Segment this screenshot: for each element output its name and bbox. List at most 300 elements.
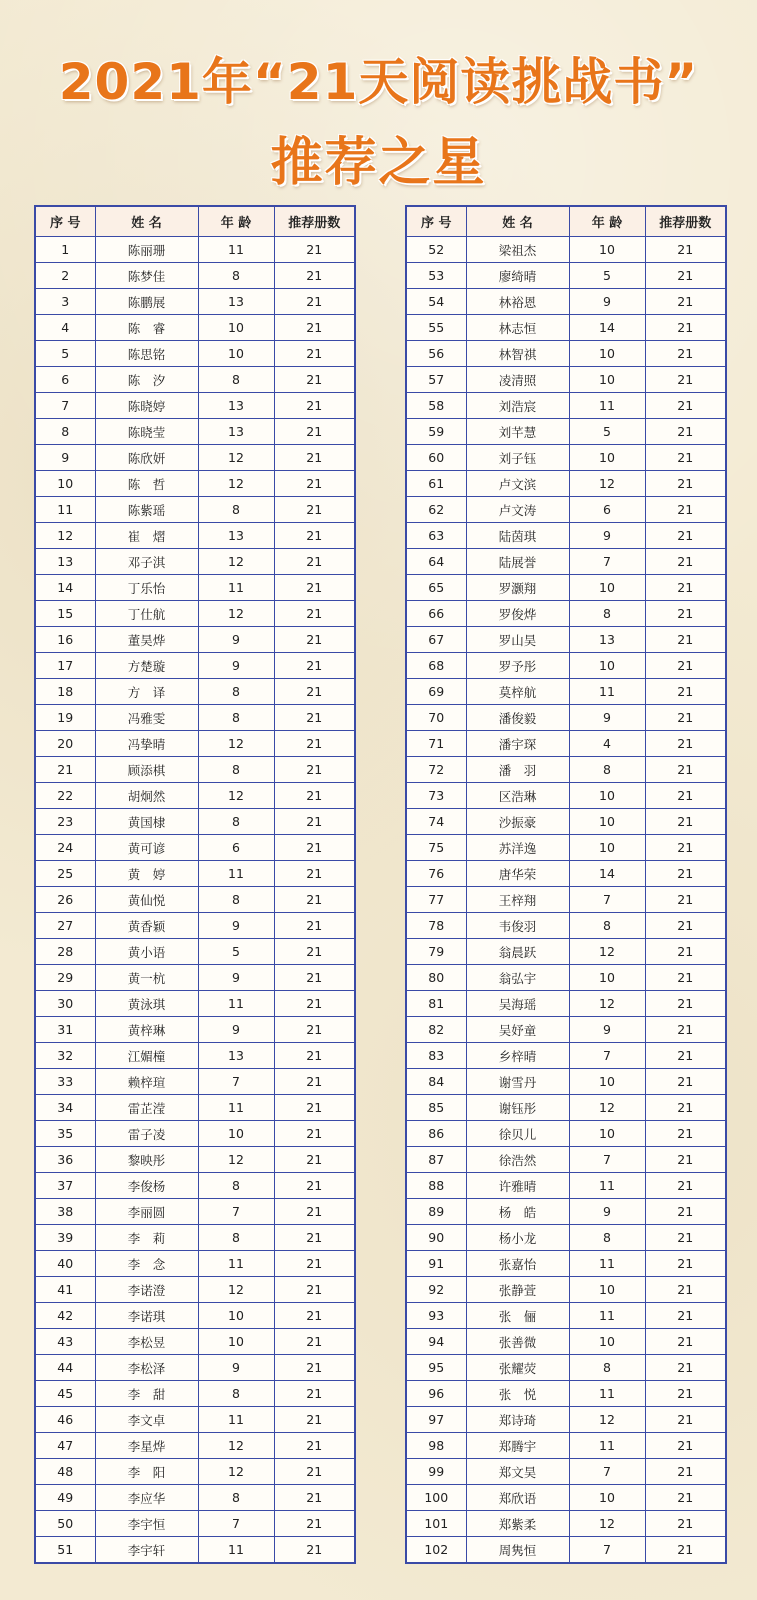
cell-age: 10 (569, 783, 645, 809)
cell-index: 102 (406, 1537, 466, 1564)
table-row (35, 315, 355, 341)
cell-age: 4 (569, 731, 645, 757)
table-row (406, 991, 726, 1017)
cell-name: 林智祺 (466, 341, 569, 367)
cell-age: 7 (569, 1537, 645, 1564)
cell-name: 丁乐怡 (95, 575, 198, 601)
cell-age: 8 (198, 497, 274, 523)
cell-index: 29 (35, 965, 95, 991)
table-row (35, 263, 355, 289)
cell-books: 21 (645, 575, 726, 601)
cell-index: 18 (35, 679, 95, 705)
table-row (406, 1121, 726, 1147)
cell-name: 李松泽 (95, 1355, 198, 1381)
cell-books: 21 (645, 1121, 726, 1147)
cell-index: 76 (406, 861, 466, 887)
table-row (35, 783, 355, 809)
cell-index: 7 (35, 393, 95, 419)
table-row (35, 445, 355, 471)
cell-name: 谢钰彤 (466, 1095, 569, 1121)
cell-books: 21 (645, 809, 726, 835)
cell-books: 21 (274, 1407, 355, 1433)
cell-books: 21 (274, 237, 355, 263)
cell-age: 9 (198, 965, 274, 991)
cell-age: 11 (569, 1381, 645, 1407)
cell-index: 47 (35, 1433, 95, 1459)
cell-name: 黎映彤 (95, 1147, 198, 1173)
cell-age: 12 (198, 471, 274, 497)
cell-name: 张 俪 (466, 1303, 569, 1329)
cell-name: 罗山昊 (466, 627, 569, 653)
cell-index: 50 (35, 1511, 95, 1537)
cell-name: 翁弘宇 (466, 965, 569, 991)
cell-age: 10 (569, 965, 645, 991)
cell-books: 21 (645, 965, 726, 991)
table-row (35, 497, 355, 523)
cell-books: 21 (274, 1199, 355, 1225)
cell-name: 黄泳琪 (95, 991, 198, 1017)
cell-index: 41 (35, 1277, 95, 1303)
cell-age: 9 (198, 1017, 274, 1043)
cell-name: 刘子钰 (466, 445, 569, 471)
cell-name: 李诺琪 (95, 1303, 198, 1329)
cell-books: 21 (645, 835, 726, 861)
table-row (406, 393, 726, 419)
cell-age: 10 (569, 1329, 645, 1355)
cell-name: 吴海瑶 (466, 991, 569, 1017)
table-row (406, 419, 726, 445)
cell-name: 杨小龙 (466, 1225, 569, 1251)
table-row (406, 1173, 726, 1199)
table-row (406, 1043, 726, 1069)
table-header-row (406, 206, 726, 237)
cell-name: 黄梓琳 (95, 1017, 198, 1043)
cell-books: 21 (274, 627, 355, 653)
cell-books: 21 (645, 1329, 726, 1355)
cell-books: 21 (645, 471, 726, 497)
cell-name: 郑诗琦 (466, 1407, 569, 1433)
cell-books: 21 (274, 393, 355, 419)
table-row (35, 289, 355, 315)
cell-age: 12 (198, 601, 274, 627)
cell-books: 21 (274, 913, 355, 939)
cell-name: 苏洋逸 (466, 835, 569, 861)
cell-name: 方 译 (95, 679, 198, 705)
cell-books: 21 (274, 497, 355, 523)
cell-name: 陈 睿 (95, 315, 198, 341)
cell-name: 陆茵琪 (466, 523, 569, 549)
cell-index: 17 (35, 653, 95, 679)
roster-table-right (405, 205, 727, 1564)
cell-age: 8 (198, 809, 274, 835)
cell-name: 李宇恒 (95, 1511, 198, 1537)
cell-books: 21 (274, 1381, 355, 1407)
cell-age: 12 (569, 939, 645, 965)
cell-index: 59 (406, 419, 466, 445)
cell-age: 8 (569, 1225, 645, 1251)
cell-age: 10 (569, 1069, 645, 1095)
cell-books: 21 (645, 237, 726, 263)
cell-age: 11 (198, 861, 274, 887)
cell-name: 郑紫柔 (466, 1511, 569, 1537)
cell-name: 区浩琳 (466, 783, 569, 809)
cell-index: 63 (406, 523, 466, 549)
cell-age: 7 (569, 549, 645, 575)
cell-age: 9 (569, 1017, 645, 1043)
table-row (406, 445, 726, 471)
cell-name: 崔 熠 (95, 523, 198, 549)
cell-books: 21 (645, 1095, 726, 1121)
cell-name: 雷芷滢 (95, 1095, 198, 1121)
table-row (35, 367, 355, 393)
cell-age: 8 (569, 757, 645, 783)
table-row (35, 731, 355, 757)
cell-name: 陈欣妍 (95, 445, 198, 471)
cell-name: 陆展誉 (466, 549, 569, 575)
cell-name: 黄可谚 (95, 835, 198, 861)
cell-books: 21 (274, 549, 355, 575)
table-header-row (35, 206, 355, 237)
table-row (35, 1485, 355, 1511)
table-row (35, 1407, 355, 1433)
cell-name: 潘俊毅 (466, 705, 569, 731)
table-row (406, 939, 726, 965)
cell-index: 79 (406, 939, 466, 965)
cell-books: 21 (274, 601, 355, 627)
cell-name: 周隽恒 (466, 1537, 569, 1564)
table-row (406, 913, 726, 939)
cell-books: 21 (274, 783, 355, 809)
cell-name: 陈 哲 (95, 471, 198, 497)
cell-index: 72 (406, 757, 466, 783)
cell-name: 潘宇琛 (466, 731, 569, 757)
table-row (406, 1251, 726, 1277)
cell-index: 46 (35, 1407, 95, 1433)
table-row (35, 1043, 355, 1069)
cell-index: 49 (35, 1485, 95, 1511)
table-row (35, 991, 355, 1017)
cell-books: 21 (274, 939, 355, 965)
table-row (406, 757, 726, 783)
table-row (35, 861, 355, 887)
table-row (35, 549, 355, 575)
cell-name: 林裕恩 (466, 289, 569, 315)
cell-name: 邓子淇 (95, 549, 198, 575)
cell-books: 21 (645, 549, 726, 575)
cell-index: 60 (406, 445, 466, 471)
table-row (406, 1407, 726, 1433)
cell-index: 66 (406, 601, 466, 627)
table-row (35, 835, 355, 861)
cell-age: 12 (198, 731, 274, 757)
cell-name: 黄一杭 (95, 965, 198, 991)
cell-index: 61 (406, 471, 466, 497)
cell-age: 12 (198, 783, 274, 809)
cell-books: 21 (274, 1225, 355, 1251)
cell-index: 78 (406, 913, 466, 939)
cell-books: 21 (645, 653, 726, 679)
cell-name: 陈晓莹 (95, 419, 198, 445)
cell-name: 张静萱 (466, 1277, 569, 1303)
cell-books: 21 (645, 757, 726, 783)
cell-age: 9 (198, 627, 274, 653)
cell-name: 李宇轩 (95, 1537, 198, 1564)
cell-books: 21 (274, 1329, 355, 1355)
table-row (35, 237, 355, 263)
cell-index: 73 (406, 783, 466, 809)
cell-index: 19 (35, 705, 95, 731)
cell-age: 12 (569, 1095, 645, 1121)
cell-name: 黄香颖 (95, 913, 198, 939)
cell-age: 10 (569, 445, 645, 471)
cell-index: 8 (35, 419, 95, 445)
cell-name: 徐浩然 (466, 1147, 569, 1173)
cell-name: 陈紫瑶 (95, 497, 198, 523)
table-row (406, 1069, 726, 1095)
cell-books: 21 (645, 939, 726, 965)
cell-name: 李松昱 (95, 1329, 198, 1355)
cell-age: 9 (569, 705, 645, 731)
cell-age: 14 (569, 861, 645, 887)
cell-name: 陈思铭 (95, 341, 198, 367)
cell-age: 9 (198, 653, 274, 679)
cell-books: 21 (645, 341, 726, 367)
cell-books: 21 (274, 575, 355, 601)
cell-books: 21 (274, 861, 355, 887)
cell-age: 12 (569, 1511, 645, 1537)
cell-age: 9 (198, 1355, 274, 1381)
cell-index: 91 (406, 1251, 466, 1277)
table-row (35, 1017, 355, 1043)
cell-name: 翁晨跃 (466, 939, 569, 965)
cell-name: 沙振豪 (466, 809, 569, 835)
cell-age: 8 (198, 705, 274, 731)
cell-age: 11 (198, 1537, 274, 1564)
cell-name: 卢文涛 (466, 497, 569, 523)
cell-books: 21 (274, 341, 355, 367)
table-row (35, 627, 355, 653)
cell-name: 罗俊烨 (466, 601, 569, 627)
cell-index: 2 (35, 263, 95, 289)
cell-name: 潘 羽 (466, 757, 569, 783)
cell-index: 89 (406, 1199, 466, 1225)
table-row (35, 1381, 355, 1407)
cell-name: 郑欣语 (466, 1485, 569, 1511)
cell-index: 37 (35, 1173, 95, 1199)
table-row (35, 1459, 355, 1485)
cell-index: 88 (406, 1173, 466, 1199)
table-row (35, 1303, 355, 1329)
table-row (35, 1511, 355, 1537)
table-row (406, 705, 726, 731)
cell-name: 廖绮晴 (466, 263, 569, 289)
cell-index: 14 (35, 575, 95, 601)
cell-index: 6 (35, 367, 95, 393)
cell-index: 53 (406, 263, 466, 289)
cell-age: 11 (569, 1173, 645, 1199)
cell-name: 许雅晴 (466, 1173, 569, 1199)
cell-age: 13 (198, 393, 274, 419)
cell-name: 郑腾宇 (466, 1433, 569, 1459)
cell-name: 陈丽珊 (95, 237, 198, 263)
cell-name: 徐贝儿 (466, 1121, 569, 1147)
table-row (35, 705, 355, 731)
table-row (406, 1225, 726, 1251)
cell-index: 39 (35, 1225, 95, 1251)
page-subtitle: 推荐之星 (270, 133, 487, 193)
cell-index: 98 (406, 1433, 466, 1459)
cell-age: 8 (198, 887, 274, 913)
cell-index: 9 (35, 445, 95, 471)
cell-age: 10 (569, 1277, 645, 1303)
table-row (35, 341, 355, 367)
cell-index: 68 (406, 653, 466, 679)
cell-age: 9 (569, 289, 645, 315)
cell-name: 谢雪丹 (466, 1069, 569, 1095)
cell-books: 21 (645, 913, 726, 939)
table-row (35, 471, 355, 497)
cell-age: 10 (198, 315, 274, 341)
cell-books: 21 (645, 1251, 726, 1277)
table-row (406, 1017, 726, 1043)
cell-age: 11 (569, 1303, 645, 1329)
table-row (35, 965, 355, 991)
cell-books: 21 (645, 1069, 726, 1095)
cell-books: 21 (274, 1303, 355, 1329)
cell-index: 96 (406, 1381, 466, 1407)
cell-index: 94 (406, 1329, 466, 1355)
cell-index: 71 (406, 731, 466, 757)
cell-age: 8 (569, 913, 645, 939)
cell-name: 方楚璇 (95, 653, 198, 679)
cell-books: 21 (274, 809, 355, 835)
table-row (406, 1459, 726, 1485)
cell-name: 刘浩宸 (466, 393, 569, 419)
roster-table-left (34, 205, 356, 1564)
cell-books: 21 (645, 1537, 726, 1564)
cell-name: 李 阳 (95, 1459, 198, 1485)
cell-books: 21 (645, 1355, 726, 1381)
cell-age: 6 (569, 497, 645, 523)
cell-age: 10 (198, 1303, 274, 1329)
cell-name: 张 悦 (466, 1381, 569, 1407)
cell-index: 90 (406, 1225, 466, 1251)
cell-age: 7 (569, 1147, 645, 1173)
cell-name: 顾添棋 (95, 757, 198, 783)
table-row (35, 1225, 355, 1251)
cell-index: 13 (35, 549, 95, 575)
cell-index: 33 (35, 1069, 95, 1095)
cell-age: 10 (198, 341, 274, 367)
table-row (35, 1173, 355, 1199)
cell-name: 黄国棣 (95, 809, 198, 835)
cell-index: 101 (406, 1511, 466, 1537)
cell-books: 21 (274, 1485, 355, 1511)
cell-books: 21 (645, 1225, 726, 1251)
cell-age: 10 (569, 653, 645, 679)
cell-name: 黄小语 (95, 939, 198, 965)
table-row (406, 237, 726, 263)
cell-name: 梁祖杰 (466, 237, 569, 263)
cell-age: 10 (569, 575, 645, 601)
cell-age: 6 (198, 835, 274, 861)
cell-books: 21 (645, 1303, 726, 1329)
cell-index: 32 (35, 1043, 95, 1069)
table-row (35, 757, 355, 783)
cell-age: 8 (569, 1355, 645, 1381)
cell-books: 21 (274, 991, 355, 1017)
table-row (406, 627, 726, 653)
cell-index: 22 (35, 783, 95, 809)
header-age: 年 龄 (569, 206, 645, 237)
cell-age: 13 (198, 419, 274, 445)
table-row (406, 1277, 726, 1303)
header-books: 推荐册数 (645, 206, 726, 237)
cell-books: 21 (645, 1147, 726, 1173)
cell-index: 1 (35, 237, 95, 263)
cell-index: 35 (35, 1121, 95, 1147)
cell-age: 12 (569, 991, 645, 1017)
header-index: 序 号 (35, 206, 95, 237)
cell-index: 55 (406, 315, 466, 341)
cell-name: 莫梓航 (466, 679, 569, 705)
cell-name: 冯雅雯 (95, 705, 198, 731)
page-title: 2021年“21天阅读挑战书” (58, 53, 699, 111)
table-row (406, 1511, 726, 1537)
cell-index: 43 (35, 1329, 95, 1355)
cell-name: 黄 婷 (95, 861, 198, 887)
cell-age: 8 (198, 1485, 274, 1511)
table-row (406, 471, 726, 497)
cell-index: 38 (35, 1199, 95, 1225)
cell-name: 陈鹏展 (95, 289, 198, 315)
cell-age: 8 (198, 367, 274, 393)
cell-index: 57 (406, 367, 466, 393)
cell-name: 李 念 (95, 1251, 198, 1277)
table-row (406, 1199, 726, 1225)
cell-age: 9 (198, 913, 274, 939)
header-books: 推荐册数 (274, 206, 355, 237)
cell-books: 21 (645, 991, 726, 1017)
table-row (406, 835, 726, 861)
table-row (406, 1095, 726, 1121)
cell-index: 28 (35, 939, 95, 965)
cell-age: 11 (198, 1251, 274, 1277)
table-row (406, 315, 726, 341)
cell-age: 8 (198, 1381, 274, 1407)
cell-age: 8 (198, 679, 274, 705)
table-row (35, 1433, 355, 1459)
cell-books: 21 (274, 289, 355, 315)
cell-age: 11 (198, 1095, 274, 1121)
cell-books: 21 (274, 731, 355, 757)
cell-index: 27 (35, 913, 95, 939)
cell-name: 李丽圆 (95, 1199, 198, 1225)
table-row (406, 1433, 726, 1459)
cell-books: 21 (274, 1537, 355, 1564)
cell-index: 36 (35, 1147, 95, 1173)
cell-name: 乡梓晴 (466, 1043, 569, 1069)
cell-name: 刘芊慧 (466, 419, 569, 445)
table-row (406, 653, 726, 679)
cell-name: 卢文滨 (466, 471, 569, 497)
table-row (406, 341, 726, 367)
cell-name: 李文卓 (95, 1407, 198, 1433)
cell-age: 9 (569, 1199, 645, 1225)
cell-books: 21 (274, 1459, 355, 1485)
cell-index: 80 (406, 965, 466, 991)
cell-name: 张善微 (466, 1329, 569, 1355)
